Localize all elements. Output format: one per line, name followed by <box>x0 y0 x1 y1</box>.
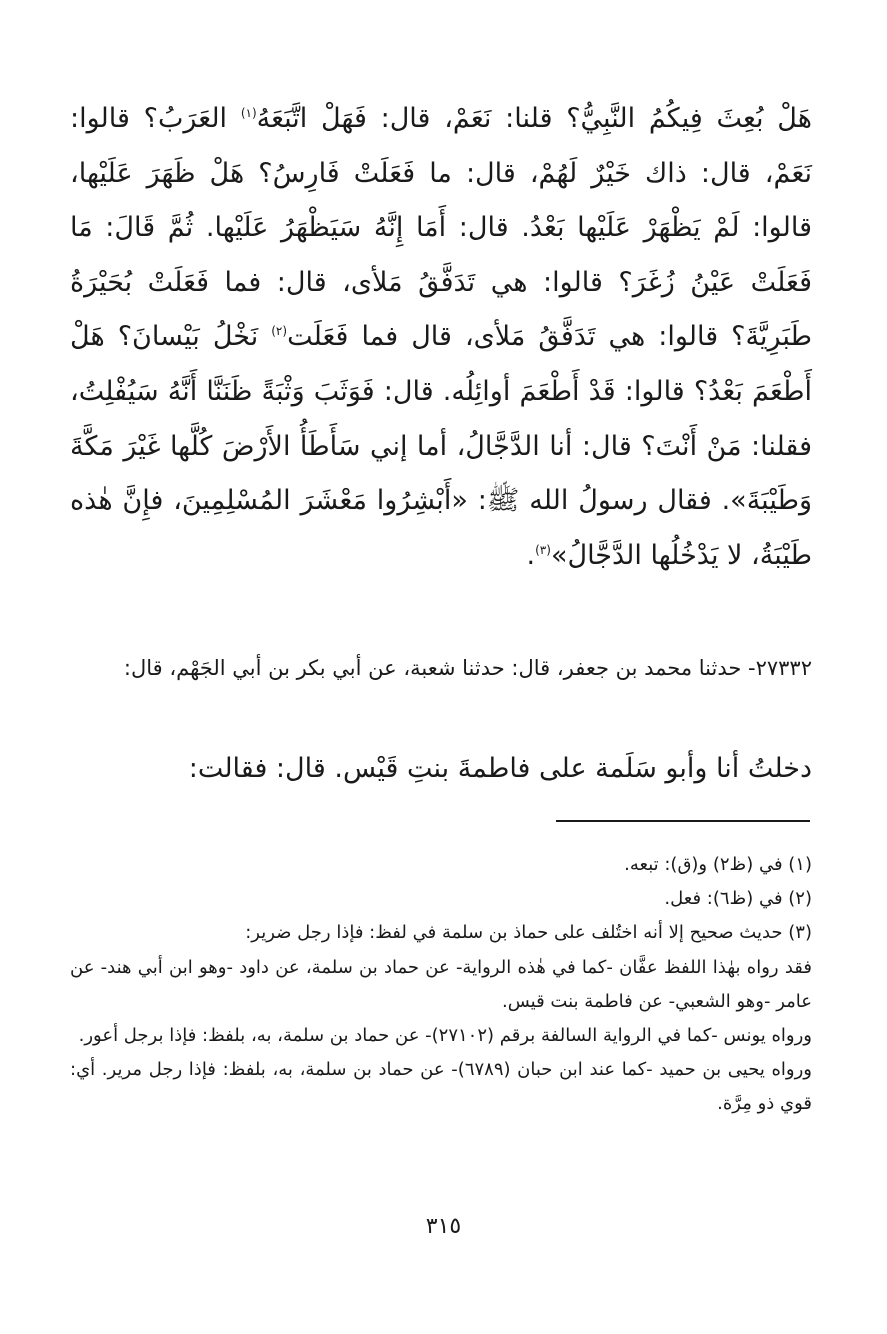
main-text-part-1: هَلْ بُعِثَ فِيكُمُ النَّبِيُّ؟ قلنا: نَعَمْ، قال: فَهَلْ اتَّبَعَهُ <box>256 103 812 134</box>
hadith-body <box>70 745 812 793</box>
main-paragraph <box>70 92 812 583</box>
main-text <box>70 92 812 583</box>
footnote-ref-2: (٢) <box>271 324 288 339</box>
main-text-part-4: . <box>526 539 536 571</box>
footnotes <box>70 848 812 1122</box>
hadith-heading <box>70 650 812 687</box>
footnote-ref-1: (١) <box>240 106 257 120</box>
page-number: ٣١٥ <box>425 1214 462 1239</box>
footnote-3-head: (٣) حديث صحيح إلا أنه اختُلف على حماذ بن سلمة في لفظ: فإذا رجل ضرير: <box>245 922 812 944</box>
footnote-ref-3: (٣) <box>535 542 551 557</box>
footnote-divider <box>556 820 810 822</box>
hadith-matn: دخلتُ أنا وأبو سَلَمة على فاطمةَ بنتِ قَيْس. قال: فقالت: <box>188 753 812 784</box>
hadith-isnad: ٢٧٣٣٢- حدثنا محمد بن جعفر، قال: حدثنا شعبة، عن أبي بكر بن أبي الجَهْم، قال: <box>123 656 812 680</box>
main-text-part-3: نَخْلُ بَيْسانَ؟ هَلْ أَطْعَمَ بَعْدُ؟ قالوا: قَدْ أَطْعَمَ أوائِلُه. قال: فَوَثَبَ وَثْبَةً ظَنَنَّا أَنَّهُ سَيُفْلِتُ، فقلنا: مَنْ أَنْتَ؟ قال: أنا الدَّجَّالُ، أما إني سَأَطَأُ الأَرْضَ كُلَّها غَيْرَ مَكَّةَ وَطَيْبَةَ». فقال رسولُ الله ﷺ: «أَبْشِرُوا مَعْشَرَ المُسْلِمِينَ، فإِنَّ هٰذه طَيْبَةُ، لا يَدْخُلُها الدَّجَّالُ» <box>70 321 812 571</box>
main-text-part-2: العَرَبُ؟ قالوا: نَعَمْ، قال: ذاك خَيْرٌ لَهُمْ، قال: ما فَعَلَتْ فَارِسُ؟ هَلْ ظَهَرَ عَلَيْها، قالوا: لَمْ يَظْهَرْ عَلَيْها بَعْدُ. قال: أَمَا إِنَّهُ سَيَظْهَرُ عَلَيْها. ثُمَّ قَالَ: مَا فَعَلَتْ عَيْنُ زُغَرَ؟ قالوا: هي تَدَفَّقُ مَلأى، قال: فما فَعَلَتْ بُحَيْرَةُ طَبَرِيَّةَ؟ قالوا: هي تَدَفَّقُ مَلأى، قال فما فَعَلَت <box>70 103 812 353</box>
footnote-1: (١) في (ظ٢) و(ق): تبعه. <box>624 854 812 875</box>
footnote-3-para-2: ورواه يونس -كما في الرواية السالفة برقم (٢٧١٠٢)- عن حماد بن سلمة، به، بلفظ: فإذا برجل أعور. <box>78 1025 812 1047</box>
footnote-3-para-3: ورواه يحيى بن حميد -كما عند ابن حبان (٦٧٨٩)- عن حماد بن سلمة، به، بلفظ: فإذا رجل مرير. أي: قوي ذو مِرَّة. <box>70 1059 812 1115</box>
footnote-2: (٢) في (ظ٦): فعل. <box>664 888 812 910</box>
footnote-3-para-1: فقد رواه بهٰذا اللفظ عفَّان -كما في هٰذه الرواية- عن حماد بن سلمة، عن داود -وهو ابن أبي هند- عن عامر -وهو الشعبي- عن فاطمة بنت قيس. <box>70 956 812 1012</box>
